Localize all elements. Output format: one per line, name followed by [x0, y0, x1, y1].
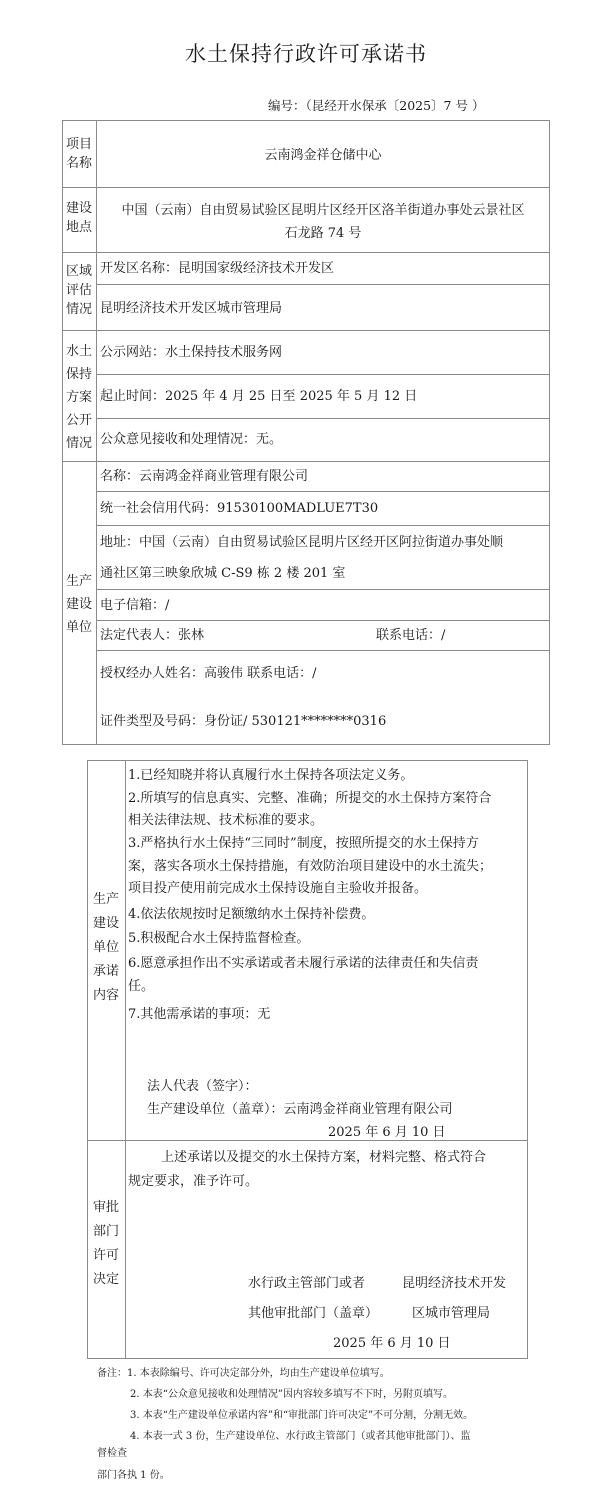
commitment-line: 项目投产使用前完成水土保持设施自主验收并报备。 [128, 881, 428, 896]
unit-email: 电子信箱：/ [100, 598, 170, 613]
publicity-website: 公示网站：水土保持技术服务网 [100, 345, 283, 360]
note-line: 备注：1. 本表除编号、许可决定部分外，均由生产建设单位填写。 [97, 1368, 390, 1379]
location-label: 建设 地点 [65, 201, 92, 235]
commitment-line: 4.依法依规按时足额缴纳水土保持补偿费。 [128, 907, 375, 922]
project-name-value: 云南鸿金祥仓储中心 [264, 148, 382, 163]
approval-dept-1b: 昆明经济技术开发 [402, 1276, 507, 1291]
commitment-line: 7.其他需承诺的事项：无 [128, 1007, 271, 1022]
commitment-line: 6.愿意承担作出不实承诺或者未履行承诺的法律责任和失信责 [128, 956, 479, 971]
region-label: 区域 评估 情况 [65, 264, 92, 317]
approval-dept-2a: 其他审批部门（盖章） [248, 1306, 379, 1321]
location-line-1: 中国（云南）自由贸易试验区昆明片区经开区洛羊街道办事处云景社区 [121, 203, 525, 218]
unit-agent: 授权经办人姓名：高骏伟 联系电话：/ [100, 666, 317, 681]
commitment-line: 相关法律法规、技术标准的要求。 [128, 813, 324, 828]
unit-address-line-2: 通社区第三映象欣城 C-S9 栋 2 楼 201 室 [100, 566, 346, 581]
unit-seal-line: 生产建设单位（盖章）：云南鸿金祥商业管理有限公司 [147, 1102, 453, 1117]
commitment-line: 3.严格执行水土保持“三同时”制度，按照所提交的水土保持方 [128, 836, 479, 851]
approval-text-line-2: 规定要求，准予许可。 [128, 1174, 259, 1189]
unit-label: 生产 建设 单位 [65, 574, 92, 635]
page-title: 水土保持行政许可承诺书 [185, 42, 427, 66]
unit-name: 名称：云南鸿金祥商业管理有限公司 [100, 469, 309, 484]
commitment-date: 2025 年 6 月 10 日 [328, 1125, 446, 1140]
project-name-label: 项目 名称 [65, 137, 92, 171]
approval-dept-2b: 区城市管理局 [412, 1306, 491, 1321]
unit-address-line-1: 地址：中国（云南）自由贸易试验区昆明片区经开区阿拉街道办事处顺 [100, 535, 504, 550]
approval-dept-1a: 水行政主管部门或者 [248, 1276, 366, 1291]
approval-text-line-1: 上述承诺以及提交的水土保持方案，材料完整、格式符合 [161, 1150, 487, 1165]
note-line: 3. 本表“生产建设单位承诺内容”和“审批部门许可决定”不可分割，分割无效。 [130, 1410, 474, 1421]
note-line: 4. 本表一式 3 份，生产建设单位、水行政主管部门（或者其他审批部门）、监 [130, 1431, 471, 1442]
unit-id-document: 证件类型及号码：身份证/ 530121********0316 [100, 714, 387, 729]
commitment-line: 5.积极配合水土保持监督检查。 [128, 931, 310, 946]
approval-date: 2025 年 6 月 10 日 [333, 1336, 451, 1351]
note-line: 2. 本表“公众意见接收和处理情况”因内容较多填写不下时，另附页填写。 [130, 1389, 453, 1400]
commitment-line: 任。 [128, 979, 155, 994]
commitment-label: 生产 建设 单位 承诺 内容 [92, 892, 119, 1003]
commitment-line: 1.已经知晓并将认真履行水土保持各项法定义务。 [128, 768, 414, 783]
public-opinions: 公众意见接收和处理情况：无。 [100, 432, 283, 447]
development-zone: 开发区名称：昆明国家级经济技术开发区 [100, 261, 335, 276]
zone-authority: 昆明经济技术开发区城市管理局 [100, 301, 283, 316]
publicity-period: 起止时间：2025 年 4 月 25 日至 2025 年 5 月 12 日 [100, 389, 418, 404]
commitment-line: 2.所填写的信息真实、完整、准确；所提交的水土保持方案符合 [128, 791, 492, 806]
unit-legal-rep: 法定代表人：张林 [100, 628, 205, 643]
note-line: 督检查 [97, 1448, 127, 1459]
unit-phone: 联系电话：/ [376, 628, 446, 643]
note-line: 部门各执 1 份。 [97, 1470, 170, 1481]
legal-rep-signature: 法人代表（签字）： [147, 1079, 258, 1094]
commitment-line: 案，落实各项水土保持措施，有效防治项目建设中的水土流失； [128, 859, 493, 874]
publicity-label: 水土 保持 方案 公开 情况 [65, 344, 92, 451]
approval-label: 审批 部门 许可 决定 [92, 1200, 119, 1287]
location-line-2: 石龙路 74 号 [284, 226, 362, 241]
unit-credit-code: 统一社会信用代码：91530100MADLUE7T30 [100, 501, 379, 516]
document-number: 编号：（昆经开水保承〔2025〕7 号 ） [268, 98, 485, 113]
